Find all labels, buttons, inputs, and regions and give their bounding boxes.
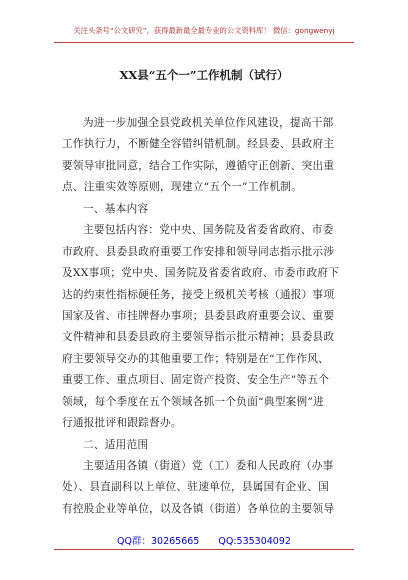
paragraph-line: 市政府、县委县政府重要工作安排和领导同志指示批示涉: [62, 245, 335, 258]
section-heading: 一、基本内容: [83, 202, 149, 215]
document-title: XX县“五个一”工作机制（试行）: [119, 68, 289, 82]
paragraph-line: 工作执行力，不断健全容错纠错机制。经县委、县政府主: [62, 138, 335, 151]
paragraph-line: 文件精神和县委县政府主要领导指示批示精神；县委县政: [62, 331, 335, 344]
header-divider: [54, 42, 354, 43]
paragraph-line: 主要包括内容：党中央、国务院及省委省政府、市委: [83, 224, 334, 237]
paragraph-line: 处）、县直副科以上单位、驻速单位，县属国有企业、国: [62, 481, 330, 494]
document-body: [62, 113, 352, 520]
paragraph-line: 有控股企业等单位，以及各镇（街道）各单位的主要领导: [62, 502, 335, 515]
qq-number: QQ:535304092: [218, 536, 291, 547]
paragraph-line: 点、注重实效等原则，现建立“五个一”工作机制。: [62, 181, 303, 194]
paragraph-line: 领域，每个季度在五个领域各抓一个负面“典型案例”进: [62, 395, 324, 408]
paragraph-line: 行通报批评和跟踪督办。: [62, 417, 182, 430]
promo-header: 关注头条号“公文研究”，获得最新最全最专业的公文资料库！ 微信：gongwenyj: [73, 26, 335, 35]
contact-footer: [0, 533, 408, 547]
paragraph-line: 要领导审批同意，结合工作实际，遵循守正创新、突出重: [62, 159, 335, 172]
footer-divider: [54, 549, 354, 550]
qq-group-number: QQ群：30265665: [117, 536, 200, 547]
section-heading: 二、适用范围: [83, 438, 149, 451]
paragraph-line: 主要适用各镇（街道）党（工）委和人民政府（办事: [83, 460, 334, 472]
paragraph-line: 达的约束性指标硬任务，接受上级机关考核（通报）事项: [62, 288, 335, 301]
paragraph-line: 府主要领导交办的其他重要工作；特别是在“工作作风、: [62, 352, 330, 365]
paragraph-line: 国家及省、市挂牌督办事项；县委县政府重要会议、重要: [62, 309, 335, 322]
paragraph-line: 为进一步加强全县党政机关单位作风建设，提高干部: [83, 117, 334, 129]
paragraph-line: 重要工作、重点项目、固定资产投资、安全生产”等五个: [62, 374, 330, 387]
paragraph-line: 及XX事项；党中央、国务院及省委省政府、市委市政府下: [62, 267, 340, 280]
